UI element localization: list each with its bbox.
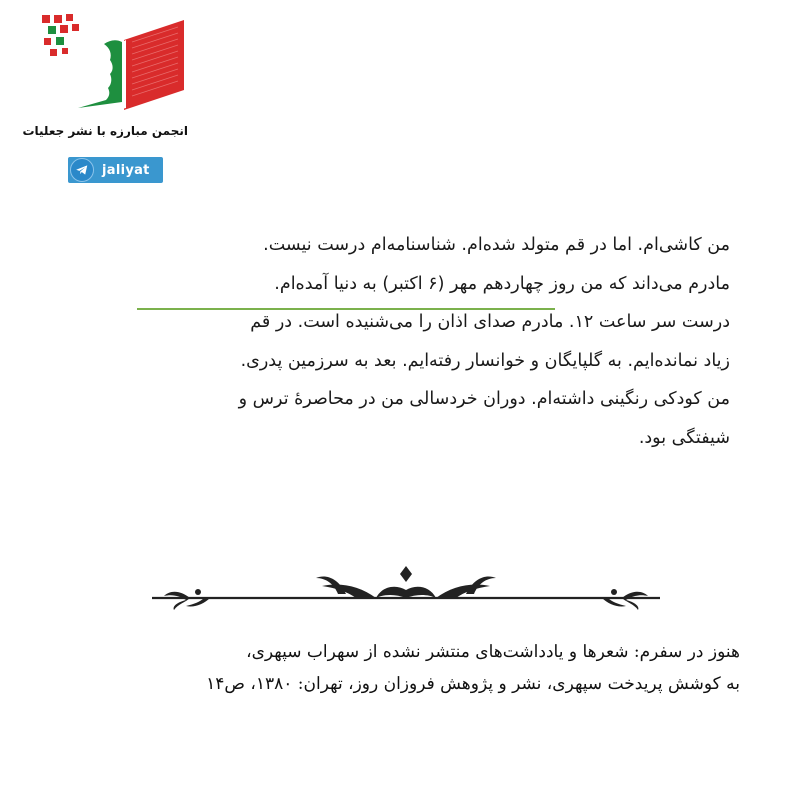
citation-line-1: هنوز در سفرم: شعرها و یادداشت‌های منتشر نشده از سهراب سپهری، [246,642,740,662]
logo-pixel [72,24,79,31]
telegram-badge[interactable] [68,157,163,183]
telegram-handle: jaliyat [102,162,150,178]
excerpt-line: درست سر ساعت ۱۲. مادرم صدای اذان را می‌شنیده است. در قم [250,312,730,332]
citation [60,636,740,700]
excerpt-line: زیاد نمانده‌ایم. به گلپایگان و خوانسار رفته‌ایم. بعد به سرزمین پدری. [240,350,730,371]
logo-pixel [60,25,68,33]
citation-line-2: به کوشش پریدخت سپهری، نشر و پژوهش فروزان روز، تهران: ۱۳۸۰، ص۱۴ [206,674,740,694]
org-name: انجمن مبارزه با نشر جعلیات [22,124,188,138]
excerpt-line: من کودکی رنگینی داشته‌ام. دوران خردسالی من در محاصرهٔ ترس و [238,389,730,409]
telegram-icon [70,158,94,182]
book-excerpt [82,226,730,457]
logo-pixel [42,15,50,23]
org-logo [40,12,190,120]
logo-pixel [48,26,56,34]
logo-pixel [44,38,51,45]
logo-pixel [56,37,64,45]
logo-pixel [50,49,57,56]
logo-pixel [62,48,68,54]
excerpt-line-highlighted: مادرم می‌داند که من روز چهاردهم مهر (۶ اکتبر) به دنیا آمده‌ام. [274,273,730,294]
ornamental-divider [150,564,662,610]
excerpt-line: من کاشی‌ام. اما در قم متولد شده‌ام. شناسنامه‌ام درست نیست. [263,235,730,255]
highlight-underline [137,308,555,310]
excerpt-line: شیفتگی بود. [638,427,730,448]
logo-pixel [54,15,62,23]
logo-book-spine [122,40,126,109]
logo-pixel [66,14,73,21]
